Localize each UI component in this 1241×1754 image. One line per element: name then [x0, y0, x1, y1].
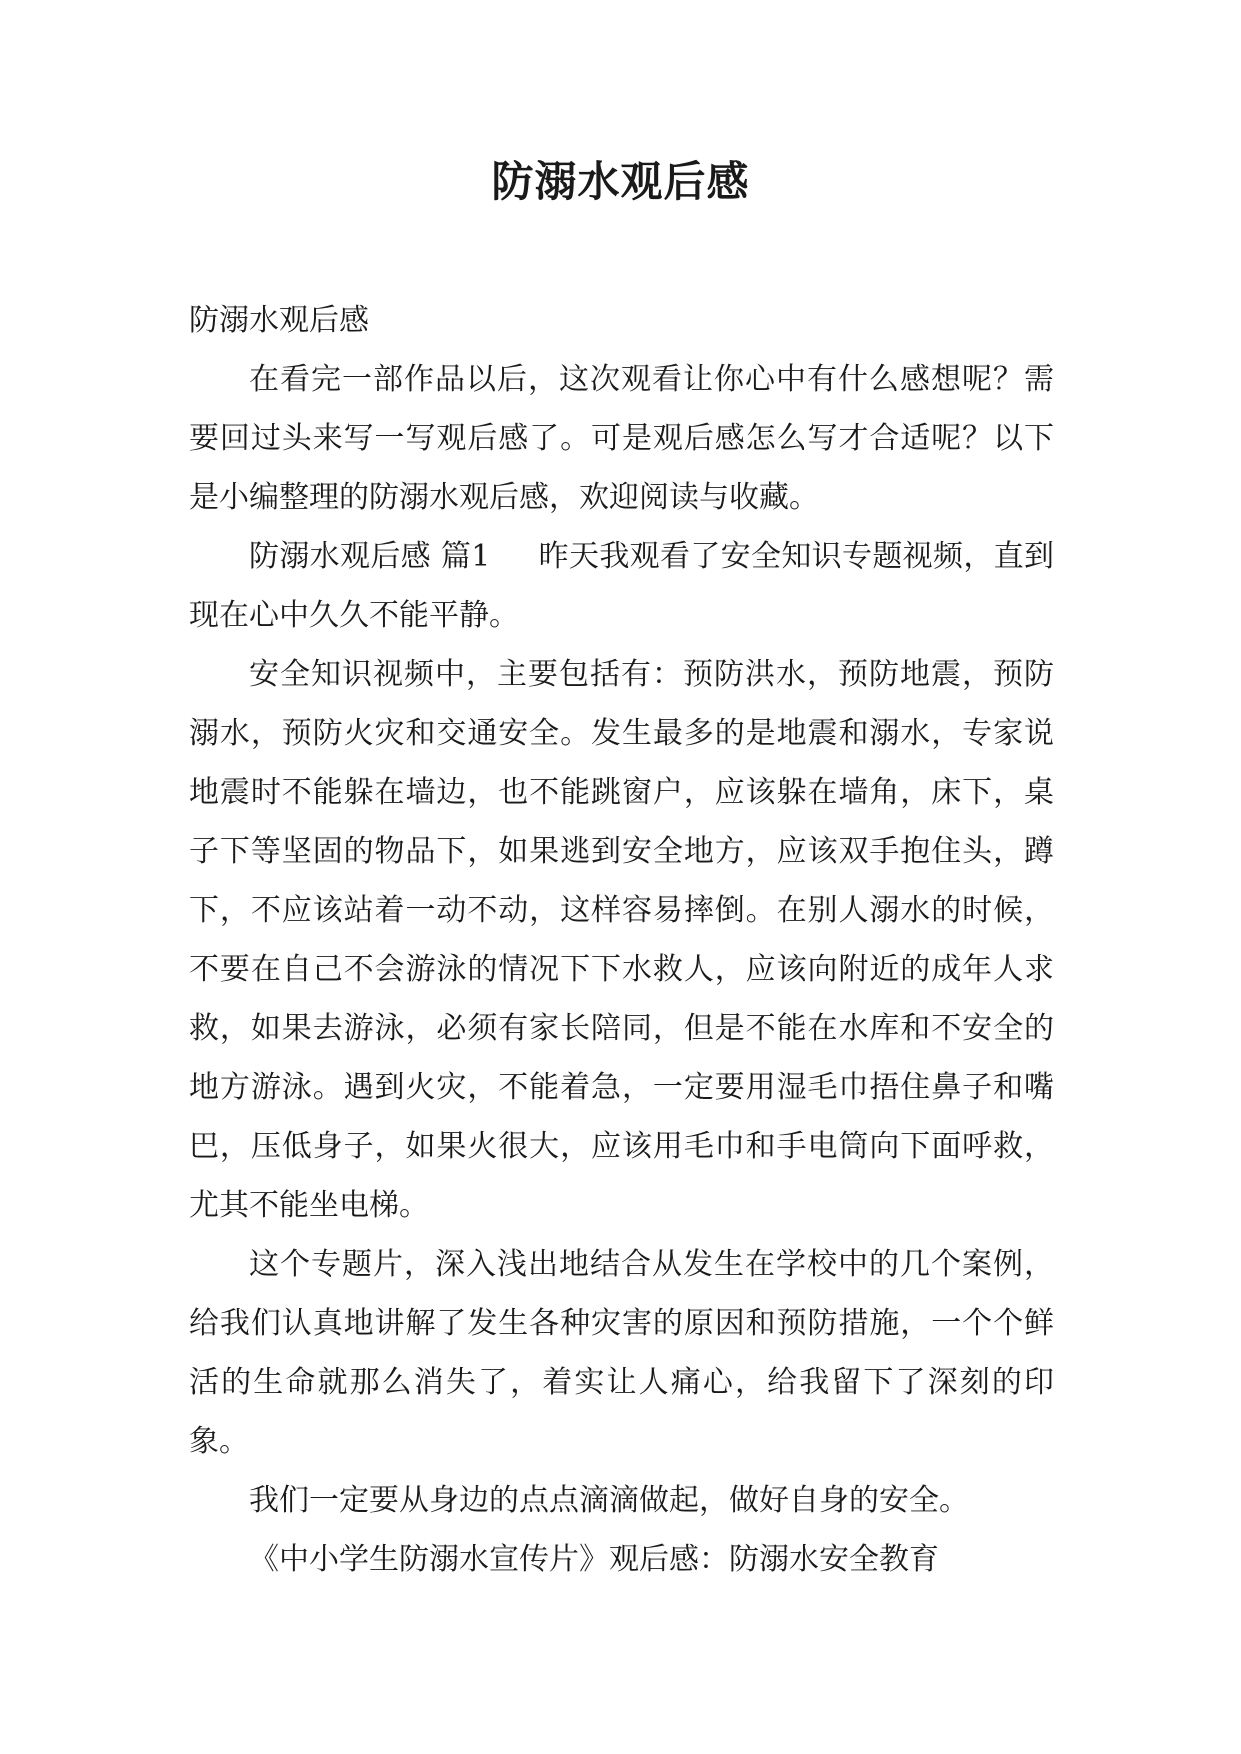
paragraph-2: 安全知识视频中，主要包括有：预防洪水，预防地震，预防溺水，预防火灾和交通安全。发生最多的是地震和溺水，专家说地震时不能躲在墙边，也不能跳窗户，应该躲在墙角，床下，桌子下等坚固的物品下，如果逃到安全地方，应该双手抱住头，蹲下，不应该站着一动不动，这样容易摔倒。在别人溺水的时候，不要在自己不会游泳的情况下下水救人，应该向附近的成年人求救，如果去游泳，必须有家长陪同，但是不能在水库和不安全的地方游泳。遇到火灾，不能着急，一定要用湿毛巾捂住鼻子和嘴巴，压低身子，如果火很大，应该用毛巾和手电筒向下面呼救，尤其不能坐电梯。: [189, 657, 1054, 1223]
paragraph-1-text: 昨天我观看了安全知识专题视频，直到现在心中久久不能平静。: [189, 539, 1055, 633]
paragraph-intro: 在看完一部作品以后，这次观看让你心中有什么感想呢？需要回过头来写一写观后感了。可是观后感怎么写才合适呢？以下是小编整理的防溺水观后感，欢迎阅读与收藏。: [189, 362, 1054, 515]
document-body: [189, 291, 1054, 1589]
paragraph-4: 我们一定要从身边的点点滴滴做起，做好自身的安全。: [249, 1483, 969, 1518]
section-heading: 防溺水观后感 篇1: [249, 539, 491, 574]
document-subtitle: 防溺水观后感: [189, 303, 369, 338]
paragraph-3: 这个专题片，深入浅出地结合从发生在学校中的几个案例，给我们认真地讲解了发生各种灾害的原因和预防措施，一个个鲜活的生命就那么消失了，着实让人痛心，给我留下了深刻的印象。: [189, 1247, 1054, 1459]
document-title: 防溺水观后感: [491, 157, 750, 206]
paragraph-5: 《中小学生防溺水宣传片》观后感：防溺水安全教育: [249, 1542, 939, 1577]
paragraph-section-1: [189, 527, 1054, 645]
